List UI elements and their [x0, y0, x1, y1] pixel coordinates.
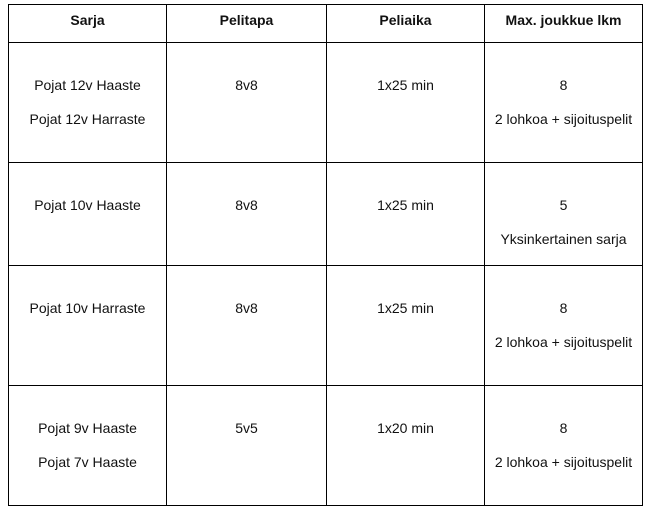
cell-peliaika: [327, 43, 485, 163]
header-row: [9, 5, 643, 43]
cell-max: [485, 386, 643, 506]
cell-pelitapa: [167, 43, 327, 163]
header-peliaika: Peliaika: [327, 5, 485, 43]
series-name: Pojat 12v Haaste: [34, 77, 141, 93]
max-teams: 8: [559, 77, 568, 93]
max-teams-note: 2 lohkoa + sijoituspelit: [494, 334, 633, 350]
header-pelitapa: Pelitapa: [167, 5, 327, 43]
table-row: [9, 386, 643, 506]
series-name: Pojat 9v Haaste: [38, 420, 137, 436]
game-time: 1x25 min: [377, 77, 434, 93]
cell-sarja: [9, 163, 167, 266]
cell-peliaika: [327, 266, 485, 386]
table-body: [9, 43, 643, 506]
max-teams: 8: [559, 420, 568, 436]
cell-peliaika: [327, 386, 485, 506]
game-format: 8v8: [235, 77, 258, 93]
series-table: [8, 4, 643, 506]
game-time: 1x20 min: [377, 420, 434, 436]
cell-max: [485, 266, 643, 386]
cell-max: [485, 43, 643, 163]
max-teams-note: Yksinkertainen sarja: [500, 231, 627, 247]
game-format: 5v5: [235, 420, 258, 436]
table-row: [9, 266, 643, 386]
table-row: [9, 43, 643, 163]
cell-max: [485, 163, 643, 266]
table-header: [9, 5, 643, 43]
game-time: 1x25 min: [377, 300, 434, 316]
cell-sarja: [9, 386, 167, 506]
table-row: [9, 163, 643, 266]
cell-peliaika: [327, 163, 485, 266]
game-format: 8v8: [235, 197, 258, 213]
series-name: Pojat 7v Haaste: [38, 454, 137, 470]
max-teams-note: 2 lohkoa + sijoituspelit: [494, 111, 633, 127]
cell-sarja: [9, 43, 167, 163]
max-teams-note: 2 lohkoa + sijoituspelit: [494, 454, 633, 470]
header-max-joukkue: Max. joukkue lkm: [485, 5, 643, 43]
game-time: 1x25 min: [377, 197, 434, 213]
series-name: Pojat 12v Harraste: [29, 111, 146, 127]
cell-pelitapa: [167, 163, 327, 266]
header-sarja: Sarja: [9, 5, 167, 43]
max-teams: 5: [559, 197, 568, 213]
series-name: Pojat 10v Harraste: [29, 300, 146, 316]
max-teams: 8: [559, 300, 568, 316]
cell-pelitapa: [167, 266, 327, 386]
cell-sarja: [9, 266, 167, 386]
series-name: Pojat 10v Haaste: [34, 197, 141, 213]
cell-pelitapa: [167, 386, 327, 506]
game-format: 8v8: [235, 300, 258, 316]
